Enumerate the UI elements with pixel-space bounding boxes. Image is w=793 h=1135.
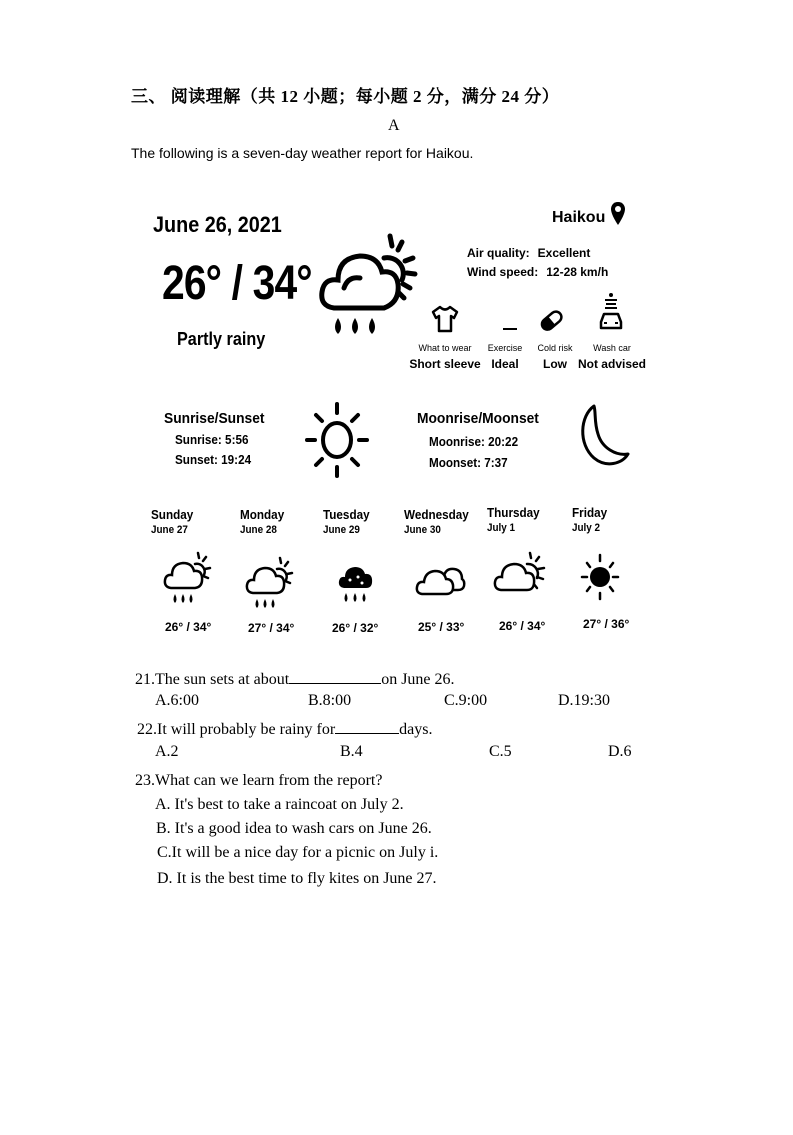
tip-label: Wash car	[593, 343, 631, 353]
question-23: 23.What can we learn from the report?	[135, 772, 383, 789]
t-shirt-icon	[430, 304, 460, 334]
forecast-day-friday	[572, 505, 662, 534]
option-a: A.6:00	[155, 692, 199, 709]
forecast-day-sunday	[151, 507, 241, 536]
day-name: Sunday	[151, 507, 194, 522]
wind-speed-label: Wind speed:	[467, 265, 539, 279]
tip-value: Low	[543, 357, 567, 371]
forecast-temp: 26° / 34°	[499, 619, 546, 633]
day-date: June 28	[240, 524, 277, 536]
question-stem: 21.The sun sets at about	[135, 671, 290, 688]
passage-intro: The following is a seven-day weather report for Haikou.	[131, 145, 474, 161]
car-icon	[597, 292, 625, 332]
exercise-icon	[502, 326, 518, 332]
tip-label: Exercise	[487, 343, 523, 353]
question-stem-end: days.	[399, 721, 433, 738]
sun-block-title: Sunrise/Sunset	[164, 410, 265, 427]
day-date: June 27	[151, 524, 188, 536]
cloudy-icon	[414, 560, 466, 600]
current-temperature: 26° / 34°	[162, 257, 312, 310]
partly-rainy-icon	[244, 555, 294, 613]
day-date: June 30	[404, 524, 441, 536]
day-name: Thursday	[487, 505, 540, 520]
air-quality	[467, 246, 590, 260]
wind-speed-value: 12-28 km/h	[546, 265, 609, 279]
partly-cloudy-icon	[492, 550, 548, 598]
answer-blank	[289, 669, 381, 684]
tip-value: Not advised	[577, 357, 646, 371]
day-name: Tuesday	[323, 507, 370, 522]
pill-icon	[538, 308, 566, 334]
day-date: June 29	[323, 524, 360, 536]
section-title: 三、 阅读理解（共 12 小题；每小题 2 分，满分 24 分）	[131, 87, 560, 106]
tip-label: What to wear	[418, 343, 472, 353]
forecast-temp: 25° / 33°	[418, 620, 465, 634]
day-name: Friday	[572, 505, 608, 520]
sunrise-time: Sunrise: 5:56	[175, 432, 249, 447]
question-22	[137, 719, 433, 739]
tip-wash-car	[572, 343, 652, 371]
location-pin-icon	[610, 201, 626, 227]
moon-icon	[576, 402, 630, 470]
option-d: D.19:30	[558, 692, 610, 709]
day-date: July 1	[487, 522, 516, 534]
tip-value: Short sleeve	[409, 357, 481, 371]
option-b: B.8:00	[308, 692, 352, 709]
partly-rainy-icon	[162, 550, 212, 608]
sun-icon	[305, 400, 369, 480]
moonrise-time: Moonrise: 20:22	[429, 434, 519, 449]
day-name: Wednesday	[404, 507, 469, 522]
rain-icon	[336, 560, 376, 606]
moon-block-title: Moonrise/Moonset	[417, 410, 539, 427]
tip-value: Ideal	[491, 357, 519, 371]
air-quality-value: Excellent	[537, 246, 591, 260]
option-c: C.9:00	[444, 692, 488, 709]
part-letter: A	[388, 117, 400, 134]
option-a: A.2	[155, 743, 179, 760]
question-stem-end: on June 26.	[381, 671, 455, 688]
question-21	[135, 669, 455, 689]
option-d: D.6	[608, 743, 632, 760]
option-a: A. It's best to take a raincoat on July 2.	[155, 796, 404, 813]
option-b: B.4	[340, 743, 363, 760]
day-date: July 2	[572, 522, 601, 534]
city-name: Haikou	[552, 209, 606, 226]
question-stem: 22.It will probably be rainy for	[137, 721, 336, 738]
day-name: Monday	[240, 507, 285, 522]
forecast-day-tuesday	[323, 507, 413, 536]
wind-speed	[467, 265, 608, 279]
sunny-icon	[580, 552, 620, 602]
option-c: C.It will be a nice day for a picnic on July i.	[157, 844, 439, 861]
current-condition: Partly rainy	[177, 329, 266, 349]
forecast-temp: 27° / 34°	[248, 621, 295, 635]
option-d: D. It is the best time to fly kites on June 27.	[157, 870, 437, 887]
answer-blank	[335, 719, 399, 734]
option-c: C.5	[489, 743, 512, 760]
report-date: June 26, 2021	[153, 212, 282, 237]
sunset-time: Sunset: 19:24	[175, 452, 252, 467]
forecast-day-wednesday	[404, 507, 494, 536]
forecast-temp: 26° / 34°	[165, 620, 212, 634]
forecast-day-monday	[240, 507, 330, 536]
forecast-temp: 26° / 32°	[332, 621, 379, 635]
moonset-time: Moonset: 7:37	[429, 455, 508, 470]
partly-rainy-icon	[318, 228, 418, 343]
option-b: B. It's a good idea to wash cars on June 26.	[156, 820, 432, 837]
tip-label: Cold risk	[537, 343, 573, 353]
forecast-day-thursday	[487, 505, 577, 534]
forecast-temp: 27° / 36°	[583, 617, 630, 631]
air-quality-label: Air quality:	[467, 246, 530, 260]
